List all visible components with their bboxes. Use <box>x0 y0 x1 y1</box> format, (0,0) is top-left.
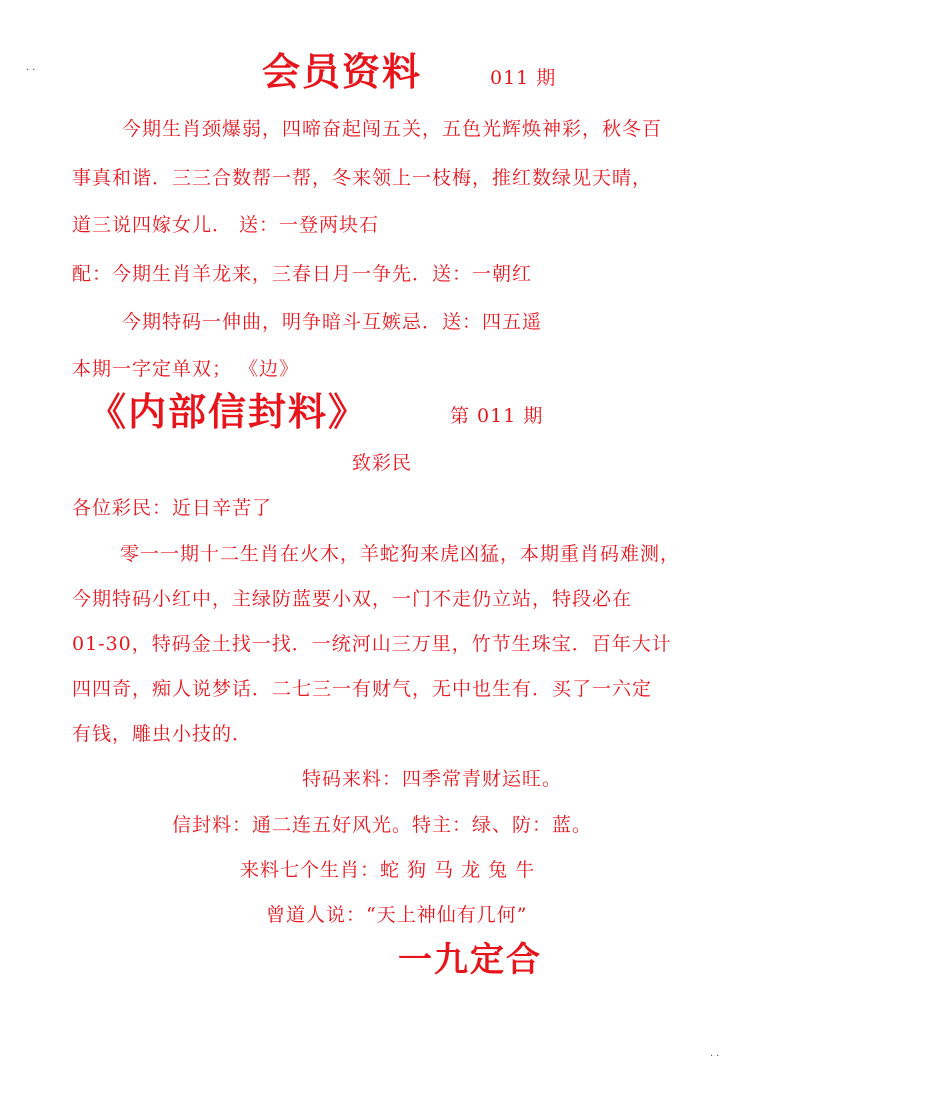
special-code-source: 特码来料：四季常青财运旺。 <box>302 768 563 790</box>
member-info-line-1: 今期生肖颈爆弱，四啼奋起闯五关，五色光辉焕神彩，秋冬百 <box>122 118 663 140</box>
member-info-line-5: 今期特码一伸曲，明争暗斗互嫉忌．送：四五遥 <box>122 311 543 333</box>
envelope-material: 信封料：通二连五好风光。特主：绿、防：蓝。 <box>172 814 593 836</box>
envelope-line-1: 零一一期十二生肖在火木，羊蛇狗来虎凶猛，本期重肖码难测， <box>120 543 681 565</box>
envelope-line-5: 有钱，雕虫小技的． <box>72 723 253 745</box>
member-info-issue: 011 期 <box>490 67 557 89</box>
envelope-line-4: 四四奇，痴人说梦话．二七三一有财气，无中也生有．买了一六定 <box>72 678 653 700</box>
member-info-line-2: 事真和谐．三三合数帮一帮，冬来领上一枝梅，推红数绿见天晴， <box>72 167 653 189</box>
scan-speck-top-left: .. <box>26 62 39 73</box>
envelope-subtitle: 致彩民 <box>352 452 413 474</box>
member-info-line-3: 道三说四嫁女儿． 送：一登两块石 <box>72 214 380 236</box>
envelope-line-2: 今期特码小红中，主绿防蓝要小双，一门不走仍立站，特段必在 <box>72 588 633 610</box>
envelope-greeting: 各位彩民：近日辛苦了 <box>72 497 273 519</box>
envelope-issue: 第 011 期 <box>450 405 544 427</box>
final-verdict: 一九定合 <box>398 940 542 980</box>
member-info-title: 会员资料 <box>262 49 423 94</box>
scan-speck-bottom-right: .. <box>710 1048 723 1059</box>
envelope-line-3: 01-30，特码金土找一找．一统河山三万里，竹节生珠宝．百年大计 <box>72 633 672 655</box>
member-info-line-6: 本期一字定单双； 《边》 <box>72 358 300 380</box>
member-info-line-4: 配：今期生肖羊龙来，三春日月一争先．送：一朝红 <box>72 263 533 285</box>
envelope-title: 《内部信封料》 <box>88 389 369 434</box>
seven-zodiacs: 来料七个生肖：蛇 狗 马 龙 兔 牛 <box>240 859 536 881</box>
saying: 曾道人说：“天上神仙有几何” <box>266 904 528 926</box>
